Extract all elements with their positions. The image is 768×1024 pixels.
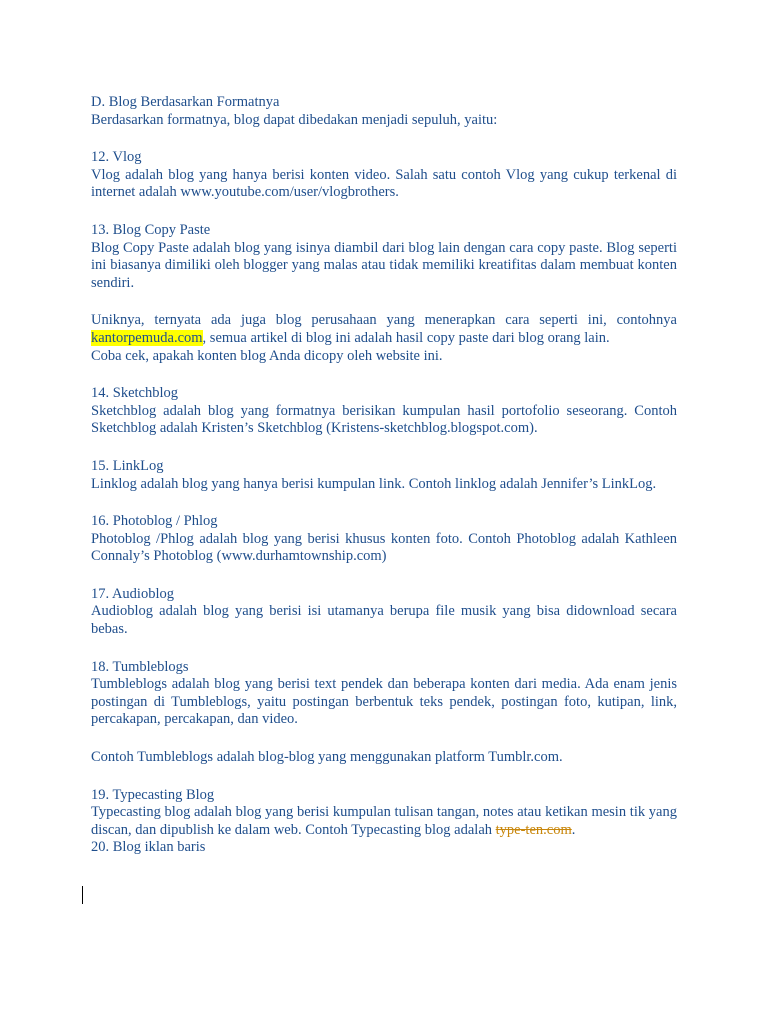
section-13-p2-text: Uniknya, ternyata ada juga blog perusahaan yang menerapkan cara seperti ini, contohnya xyxy=(91,312,677,329)
section-17-title: 17. Audioblog xyxy=(91,585,174,602)
section-14-title: 14. Sketchblog xyxy=(91,385,178,402)
section-d-intro: Berdasarkan formatnya, blog dapat dibedakan menjadi sepuluh, yaitu: xyxy=(91,111,498,128)
section-13-paragraph-2 xyxy=(91,312,677,347)
section-12-title: 12. Vlog xyxy=(91,149,142,166)
section-15-body: Linklog adalah blog yang hanya berisi kumpulan link. Contoh linklog adalah Jennifer’s LinkLog. xyxy=(91,475,657,492)
strikethrough-link[interactable]: type-ten.com xyxy=(495,821,572,838)
section-18 xyxy=(91,659,677,767)
section-12-body: Vlog adalah blog yang hanya berisi konten video. Salah satu contoh Vlog yang cukup terkenal di internet adalah www.youtube.com/user/vlogbrothers. xyxy=(91,166,677,201)
section-13 xyxy=(91,222,677,365)
section-18-paragraph-2: Contoh Tumbleblogs adalah blog-blog yang menggunakan platform Tumblr.com. xyxy=(91,749,563,766)
section-18-title: 18. Tumbleblogs xyxy=(91,658,189,675)
section-16-body: Photoblog /Phlog adalah blog yang berisi khusus konten foto. Contoh Photoblog adalah Kathleen Connaly’s Photoblog (www.durhamtownship.com) xyxy=(91,530,677,565)
section-19 xyxy=(91,787,677,857)
section-19-body-text: Typecasting blog adalah blog yang berisi kumpulan tulisan tangan, notes atau ketikan mesin tik yang discan, dan dipublish ke dalam web. Contoh Typecasting blog adalah xyxy=(91,804,677,838)
section-17-body: Audioblog adalah blog yang berisi isi utamanya berupa file musik yang bisa didownload secara bebas. xyxy=(91,603,677,638)
section-13-paragraph-3: Coba cek, apakah konten blog Anda dicopy oleh website ini. xyxy=(91,347,443,364)
section-20-title: 20. Blog iklan baris xyxy=(91,839,206,856)
section-d-title: D. Blog Berdasarkan Formatnya xyxy=(91,94,280,110)
section-14-body: Sketchblog adalah blog yang formatnya berisikan kumpulan hasil portofolio seseorang. Contoh Sketchblog adalah Kristen’s Sketchblog (Kristens-sketchblog.blogspot.com). xyxy=(91,402,677,437)
section-19-body-end: . xyxy=(571,821,576,838)
section-12 xyxy=(91,149,677,202)
section-15-title: 15. LinkLog xyxy=(91,457,164,474)
section-13-body: Blog Copy Paste adalah blog yang isinya diambil dari blog lain dengan cara copy paste. Blog seperti ini biasanya dimiliki oleh blogger yang malas atau tidak memiliki kreatifitas dalam membuat konten sendiri. xyxy=(91,239,677,291)
highlighted-link[interactable]: kantorpemuda.com xyxy=(91,329,203,346)
section-14 xyxy=(91,385,677,438)
section-16 xyxy=(91,513,677,566)
section-18-body: Tumbleblogs adalah blog yang berisi text pendek dan beberapa konten dari media. Ada enam jenis postingan di Tumbleblogs, yaitu postingan berbentuk teks pendek, postingan foto, kutipan, link, percakapan, percakapan, dan video. xyxy=(91,676,677,728)
section-13-p2-text-after: , semua artikel di blog ini adalah hasil copy paste dari blog orang lain. xyxy=(202,329,610,346)
text-cursor xyxy=(82,886,83,904)
section-17 xyxy=(91,586,677,639)
section-13-title: 13. Blog Copy Paste xyxy=(91,221,211,238)
section-19-body xyxy=(91,804,677,839)
section-16-title: 16. Photoblog / Phlog xyxy=(91,513,218,530)
section-19-title: 19. Typecasting Blog xyxy=(91,786,215,803)
section-15 xyxy=(91,458,677,493)
document-page xyxy=(91,94,677,857)
